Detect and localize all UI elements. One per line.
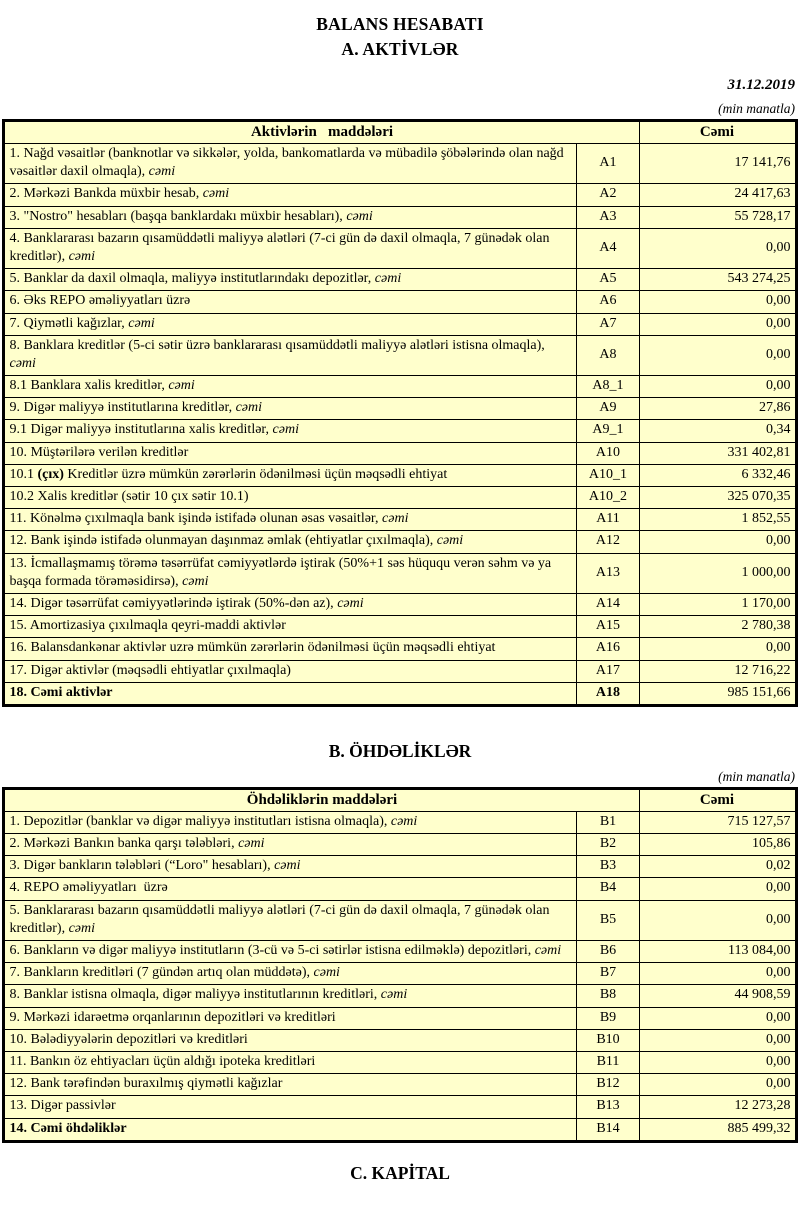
- table-row: [4, 442, 796, 464]
- row-label-italic-suffix: cəmi: [168, 378, 195, 394]
- row-label: 13. İcmallaşmamış törəmə təsərrüfat cəmiyyətlərdə iştirak (50%+1 səs hüququ verən səhm və ya başqa formada törəməsidirsə),: [9, 555, 555, 589]
- row-label-italic-suffix: cəmi: [238, 836, 265, 852]
- table-row: [4, 269, 796, 291]
- row-code: B2: [577, 834, 639, 856]
- row-label-cell: [4, 531, 577, 553]
- row-code: A2: [577, 184, 639, 206]
- table-row: [4, 660, 796, 682]
- section-c-title: C. KAPİTAL: [350, 1162, 450, 1183]
- row-label: 10. Müştərilərə verilən kreditlər: [9, 444, 189, 460]
- row-code: A10: [577, 442, 639, 464]
- row-label-cell: [4, 291, 577, 313]
- row-code: B8: [577, 985, 639, 1007]
- row-label-cell: [4, 398, 577, 420]
- row-code: B6: [577, 941, 639, 963]
- row-value: 0,00: [639, 1029, 796, 1051]
- row-value: 0,00: [639, 228, 796, 268]
- row-label-cell: [4, 660, 577, 682]
- row-code: B7: [577, 963, 639, 985]
- row-value: 1 852,55: [639, 509, 796, 531]
- assets-table: [2, 119, 797, 707]
- table-row: [4, 985, 796, 1007]
- row-label-cell: [4, 1096, 577, 1118]
- row-label: 17. Digər aktivlər (məqsədli ehtiyatlar çıxılmaqla): [9, 662, 291, 678]
- liabilities-table-header-row: [4, 788, 796, 811]
- row-label: 4. Banklararası bazarın qısamüddətli maliyyə alətləri (7-ci gün də daxil olmaqla, 7 günədək olan kreditlər),: [9, 230, 553, 264]
- row-code: A18: [577, 682, 639, 705]
- row-label: 10. Bələdiyyələrin depozitləri və kreditləri: [9, 1031, 248, 1047]
- table-row: [4, 487, 796, 509]
- table-row: [4, 963, 796, 985]
- table-row: [4, 184, 796, 206]
- row-label: 16. Balansdankənar aktivlər uzrə mümkün zərərlərin ödənilməsi üçün məqsədli ehtiyat: [9, 640, 496, 656]
- unit-note-assets: (min manatla): [718, 101, 795, 116]
- row-code: B1: [577, 811, 639, 833]
- row-value: 0,00: [639, 313, 796, 335]
- row-label: 14. Digər təsərrüfat cəmiyyətlərində iştirak (50%-dən az),: [9, 595, 338, 611]
- row-code: A5: [577, 269, 639, 291]
- table-row: [4, 616, 796, 638]
- row-code: B5: [577, 900, 639, 940]
- row-value: 12 273,28: [639, 1096, 796, 1118]
- row-code: A10_1: [577, 464, 639, 486]
- row-value: 0,00: [639, 531, 796, 553]
- row-value: 1 170,00: [639, 593, 796, 615]
- row-label: 12. Bank tərəfindən buraxılmış qiymətli kağızlar: [9, 1076, 283, 1092]
- assets-items-header: Aktivlərin maddələri: [4, 121, 639, 144]
- row-label-italic-suffix: cəmi: [68, 248, 96, 264]
- table-row: [4, 376, 796, 398]
- row-code: A14: [577, 593, 639, 615]
- row-label-italic-suffix: cəmi: [274, 858, 301, 874]
- row-value: 885 499,32: [639, 1118, 796, 1141]
- table-row: [4, 900, 796, 940]
- row-value: 325 070,35: [639, 487, 796, 509]
- row-label-cell: [4, 206, 577, 228]
- row-label-cell: [4, 442, 577, 464]
- assets-table-header-row: [4, 121, 796, 144]
- row-label: 18. Cəmi aktivlər: [9, 684, 113, 700]
- table-row: [4, 553, 796, 593]
- report-date: 31.12.2019: [727, 77, 795, 93]
- row-label-cell: [4, 509, 577, 531]
- row-label: 5. Banklararası bazarın qısamüddətli maliyyə alətləri (7-ci gün də daxil olmaqla, 7 günədək olan kreditlər),: [9, 902, 553, 936]
- row-label: 1. Nağd vəsaitlər (banknotlar və sikkələr, yolda, bankomatlarda və mübadilə şöbələrində olan nağd vəsaitlər daxil olmaqla),: [9, 146, 568, 180]
- row-label-italic-suffix: cəmi: [148, 164, 176, 180]
- row-label-italic-suffix: cəmi: [390, 813, 418, 829]
- row-label-cell: [4, 1051, 577, 1073]
- row-value: 0,00: [639, 963, 796, 985]
- row-label-cell: [4, 834, 577, 856]
- row-value: 55 728,17: [639, 206, 796, 228]
- row-label-cell: [4, 900, 577, 940]
- table-row: [4, 941, 796, 963]
- row-label: 11. Könəlmə çıxılmaqla bank işində istifadə olunan əsas vəsaitlər,: [9, 511, 383, 527]
- row-value: 0,00: [639, 900, 796, 940]
- row-label-italic-suffix: cəmi: [380, 987, 408, 1003]
- row-label-prefix: 10.1: [9, 466, 38, 482]
- row-label: 9.1 Digər maliyyə institutlarına xalis kreditlər,: [9, 422, 273, 438]
- row-label: 2. Mərkəzi Bankın banka qarşı tələbləri,: [9, 836, 239, 852]
- row-label-cell: [4, 228, 577, 268]
- section-a-title: A. AKTİVLƏR: [341, 39, 459, 59]
- row-label: 5. Banklar da daxil olmaqla, maliyyə institutlarındakı depozitlər,: [9, 271, 375, 287]
- row-label-bold-part: (çıx): [37, 466, 64, 482]
- row-value: 24 417,63: [639, 184, 796, 206]
- row-label-cell: [4, 878, 577, 900]
- assets-total-header: Cəmi: [639, 121, 796, 144]
- table-row: [4, 398, 796, 420]
- section-b-title: B. ÖHDƏLİKLƏR: [328, 740, 472, 761]
- row-label-italic-suffix: cəmi: [235, 400, 263, 416]
- row-label-italic-suffix: cəmi: [346, 208, 373, 224]
- row-code: B3: [577, 856, 639, 878]
- row-code: A13: [577, 553, 639, 593]
- row-label-italic-suffix: cəmi: [68, 920, 96, 936]
- row-code: A7: [577, 313, 639, 335]
- row-label-italic-suffix: cəmi: [202, 186, 230, 202]
- row-code: A17: [577, 660, 639, 682]
- row-label-cell: [4, 985, 577, 1007]
- row-label: 7. Qiymətli kağızlar,: [9, 315, 129, 331]
- table-row: [4, 1096, 796, 1118]
- table-row: [4, 1051, 796, 1073]
- row-label: 6. Əks REPO əməliyyatları üzrə: [9, 293, 191, 309]
- row-label-italic-suffix: cəmi: [374, 271, 402, 287]
- row-code: A1: [577, 144, 639, 184]
- assets-table-body: [4, 144, 796, 706]
- row-label: 8. Banklara kreditlər (5-ci sətir üzrə banklararası qısamüddətli maliyyə alətləri istisna olmaqla),: [9, 337, 549, 353]
- row-label-italic-suffix: cəmi: [436, 533, 464, 549]
- row-value: 331 402,81: [639, 442, 796, 464]
- row-value: 0,02: [639, 856, 796, 878]
- row-label-cell: [4, 1074, 577, 1096]
- row-value: 113 084,00: [639, 941, 796, 963]
- row-code: A9_1: [577, 420, 639, 442]
- unit-note-liabilities: (min manatla): [718, 768, 795, 784]
- row-code: A4: [577, 228, 639, 268]
- row-label: 11. Bankın öz ehtiyacları üçün aldığı ipoteka kreditləri: [9, 1053, 316, 1069]
- row-label: 2. Mərkəzi Bankda müxbir hesab,: [9, 186, 203, 202]
- row-code: A15: [577, 616, 639, 638]
- row-code: B4: [577, 878, 639, 900]
- row-label-cell: [4, 616, 577, 638]
- row-value: 0,00: [639, 638, 796, 660]
- row-label: 10.2 Xalis kreditlər (sətir 10 çıx sətir 10.1): [9, 489, 249, 504]
- row-value: 543 274,25: [639, 269, 796, 291]
- table-row: [4, 682, 796, 705]
- row-code: A16: [577, 638, 639, 660]
- row-label-italic-suffix: cəmi: [182, 573, 209, 589]
- row-value: 6 332,46: [639, 464, 796, 486]
- row-value: 105,86: [639, 834, 796, 856]
- table-row: [4, 335, 796, 375]
- row-label-cell: [4, 1029, 577, 1051]
- row-label-cell: [4, 269, 577, 291]
- row-label: 9. Digər maliyyə institutlarına kreditlər,: [9, 400, 236, 416]
- row-code: A9: [577, 398, 639, 420]
- row-value: 2 780,38: [639, 616, 796, 638]
- row-value: 0,00: [639, 1007, 796, 1029]
- row-label-cell: [4, 682, 577, 705]
- table-row: [4, 509, 796, 531]
- row-value: 27,86: [639, 398, 796, 420]
- row-label-cell: [4, 553, 577, 593]
- table-row: [4, 228, 796, 268]
- row-value: 715 127,57: [639, 811, 796, 833]
- row-label: 14. Cəmi öhdəliklər: [9, 1120, 127, 1136]
- row-label-italic-suffix: cəmi: [534, 943, 562, 958]
- row-label-italic-suffix: cəmi: [337, 595, 364, 611]
- table-row: [4, 1118, 796, 1141]
- row-label-cell: [4, 144, 577, 184]
- liabilities-table: [2, 787, 797, 1143]
- row-label-cell: [4, 963, 577, 985]
- row-code: B12: [577, 1074, 639, 1096]
- liabilities-total-header: Cəmi: [639, 788, 796, 811]
- row-value: 0,34: [639, 420, 796, 442]
- row-label-cell: [4, 376, 577, 398]
- row-label-cell: [4, 856, 577, 878]
- row-label-cell: [4, 335, 577, 375]
- document-title: [0, 12, 800, 62]
- row-value: 12 716,22: [639, 660, 796, 682]
- row-value: 0,00: [639, 1051, 796, 1073]
- table-row: [4, 834, 796, 856]
- row-label-italic-suffix: cəmi: [9, 355, 36, 371]
- row-code: B9: [577, 1007, 639, 1029]
- row-code: A6: [577, 291, 639, 313]
- row-code: A10_2: [577, 487, 639, 509]
- row-value: 17 141,76: [639, 144, 796, 184]
- table-row: [4, 420, 796, 442]
- table-row: [4, 313, 796, 335]
- row-label-cell: [4, 593, 577, 615]
- table-row: [4, 291, 796, 313]
- row-label: 3. Digər bankların tələbləri (“Loro" hesabları),: [9, 858, 275, 874]
- row-label: 8.1 Banklara xalis kreditlər,: [9, 378, 169, 394]
- row-label: 13. Digər passivlər: [9, 1098, 116, 1114]
- row-label-cell: [4, 420, 577, 442]
- row-value: 0,00: [639, 335, 796, 375]
- row-code: A3: [577, 206, 639, 228]
- row-label-italic-suffix: cəmi: [313, 965, 340, 981]
- row-label-italic-suffix: cəmi: [272, 422, 299, 438]
- row-label-cell: [4, 941, 577, 963]
- row-code: B10: [577, 1029, 639, 1051]
- table-row: [4, 878, 796, 900]
- row-label: 1. Depozitlər (banklar və digər maliyyə institutları istisna olmaqla),: [9, 813, 391, 829]
- row-value: 44 908,59: [639, 985, 796, 1007]
- table-row: [4, 1074, 796, 1096]
- table-row: [4, 638, 796, 660]
- row-code: A8_1: [577, 376, 639, 398]
- row-label: 12. Bank işində istifadə olunmayan daşınmaz əmlak (ehtiyatlar çıxılmaqla),: [9, 533, 437, 549]
- row-label-cell: [4, 184, 577, 206]
- row-label-italic-suffix: cəmi: [382, 511, 409, 527]
- row-value: 1 000,00: [639, 553, 796, 593]
- row-label: 4. REPO əməliyyatları üzrə: [9, 880, 168, 896]
- row-code: A11: [577, 509, 639, 531]
- row-label: 6. Bankların və digər maliyyə institutların (3-cü və 5-ci sətirlər istisna edilməklə) depozitləri,: [9, 943, 535, 958]
- row-value: 0,00: [639, 1074, 796, 1096]
- table-row: [4, 856, 796, 878]
- row-value: 0,00: [639, 878, 796, 900]
- row-label-cell: [4, 811, 577, 833]
- liabilities-table-body: [4, 811, 796, 1141]
- table-row: [4, 1029, 796, 1051]
- row-code: B11: [577, 1051, 639, 1073]
- row-label-cell: [4, 1118, 577, 1141]
- row-label-cell: [4, 1007, 577, 1029]
- row-label: 9. Mərkəzi idarəetmə orqanlarının depozitləri və kreditləri: [9, 1009, 336, 1025]
- row-code: B14: [577, 1118, 639, 1141]
- document-title-line1: BALANS HESABATI: [316, 14, 484, 34]
- liabilities-items-header: Öhdəliklərin maddələri: [4, 788, 639, 811]
- row-code: A12: [577, 531, 639, 553]
- row-label: 15. Amortizasiya çıxılmaqla qeyri-maddi aktivlər: [9, 618, 286, 634]
- table-row: [4, 1007, 796, 1029]
- row-label-cell: [4, 638, 577, 660]
- row-label: Kreditlər üzrə mümkün zərərlərin ödənilməsi üçün məqsədli ehtiyat: [63, 466, 448, 482]
- row-label-cell: [4, 313, 577, 335]
- row-label-cell: [4, 487, 577, 509]
- table-row: [4, 464, 796, 486]
- row-label-italic-suffix: cəmi: [128, 315, 155, 331]
- table-row: [4, 531, 796, 553]
- row-label: 8. Banklar istisna olmaqla, digər maliyyə institutlarının kreditləri,: [9, 987, 381, 1003]
- row-label: 7. Bankların kreditləri (7 gündən artıq olan müddətə),: [9, 965, 314, 981]
- table-row: [4, 144, 796, 184]
- table-row: [4, 593, 796, 615]
- row-label-cell: [4, 464, 577, 486]
- row-code: B13: [577, 1096, 639, 1118]
- row-value: 0,00: [639, 376, 796, 398]
- row-label: 3. "Nostro" hesabları (başqa banklardakı müxbir hesabları),: [9, 208, 347, 224]
- row-value: 985 151,66: [639, 682, 796, 705]
- table-row: [4, 206, 796, 228]
- row-value: 0,00: [639, 291, 796, 313]
- table-row: [4, 811, 796, 833]
- row-code: A8: [577, 335, 639, 375]
